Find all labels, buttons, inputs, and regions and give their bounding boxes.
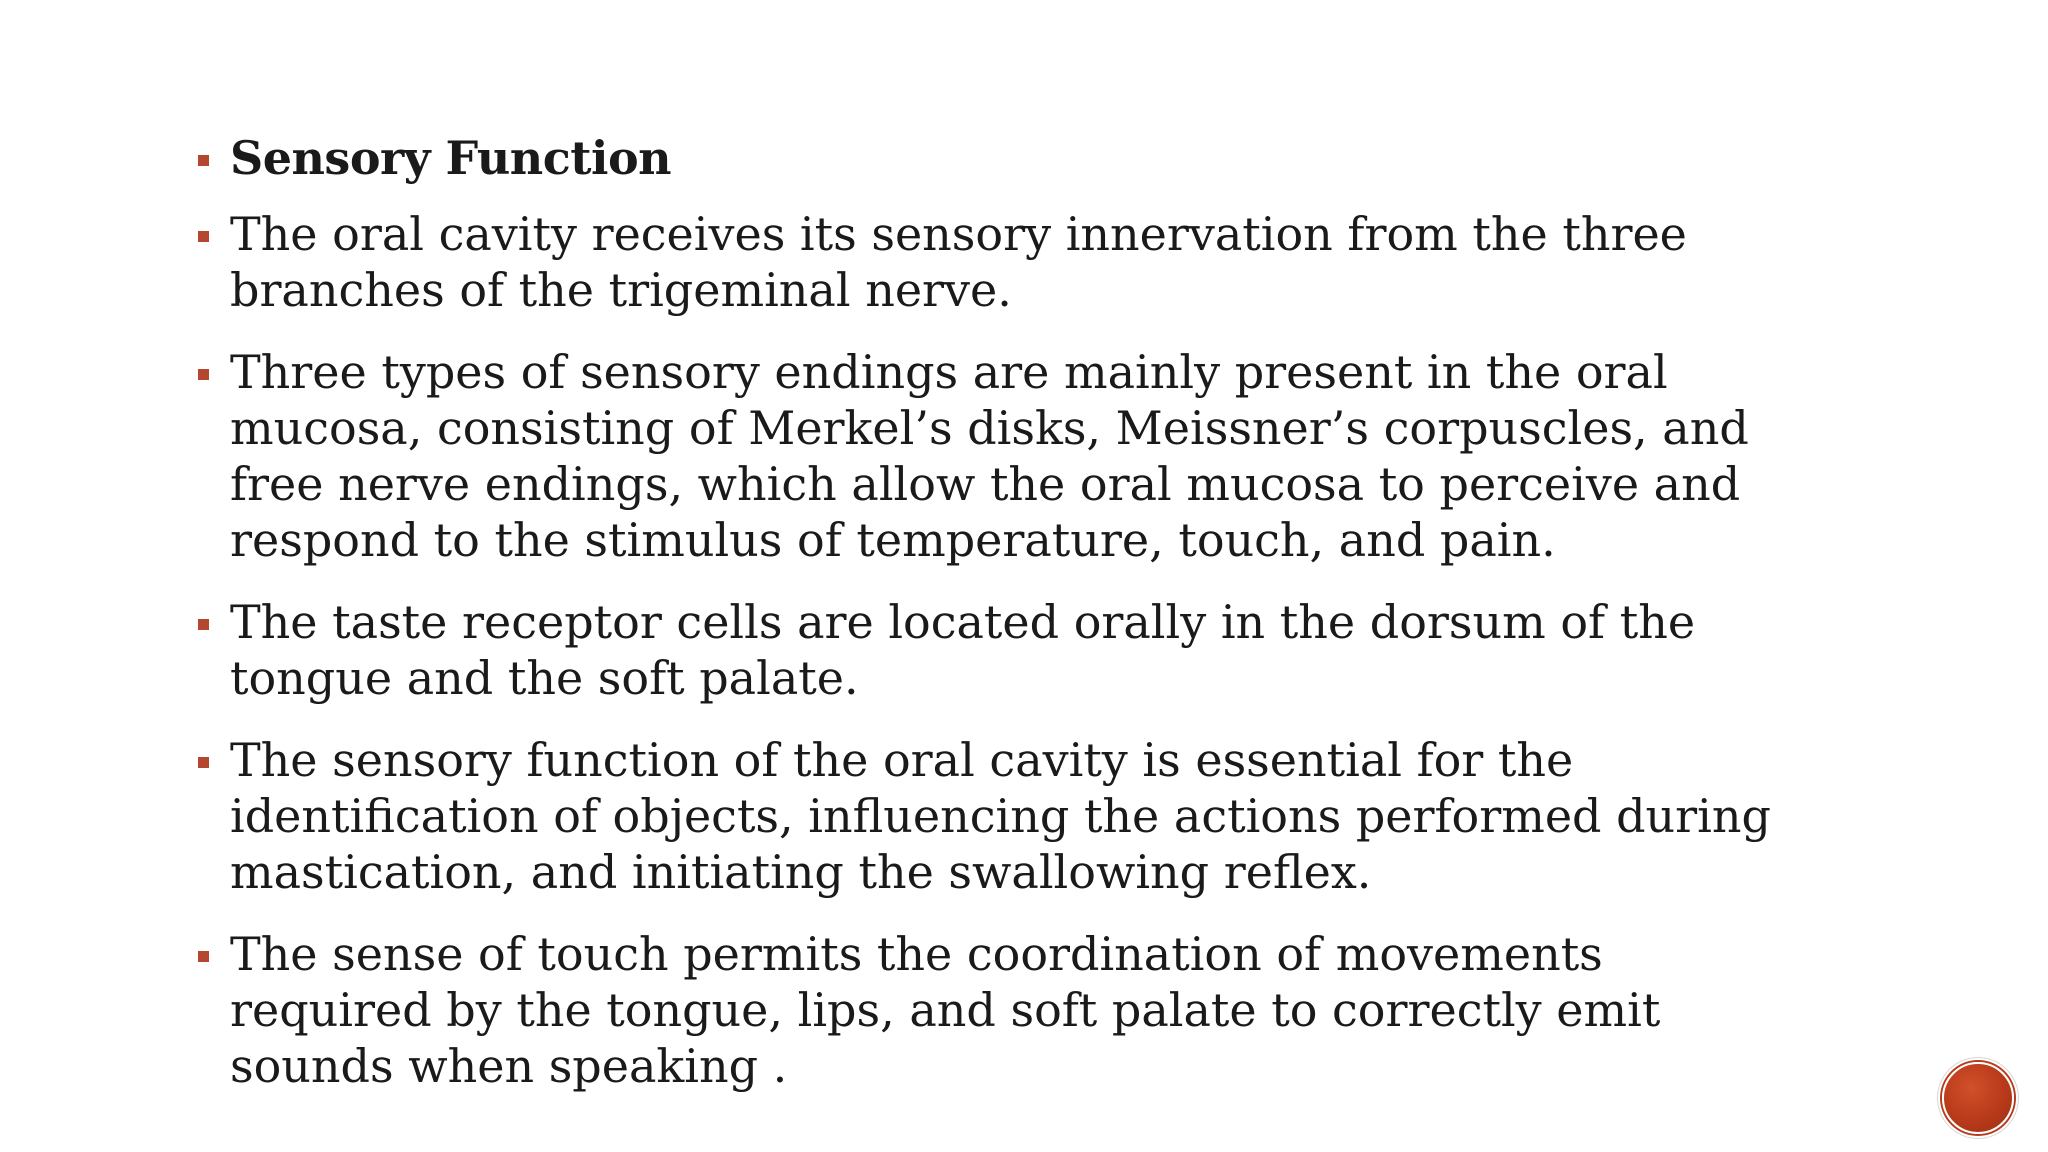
bullet-item (196, 594, 1816, 706)
bullet-text: Three types of sensory endings are mainly present in the oral mucosa, consisting of Merkel’s disks, Meissner’s corpuscles, and free nerve endings, which allow the oral mucosa to perceive and respond to the stimulus of temperature, touch, and pain. (230, 345, 1749, 567)
bullet-text: The taste receptor cells are located orally in the dorsum of the tongue and the soft palate. (230, 595, 1696, 705)
bullet-item-heading (196, 130, 1816, 186)
square-bullet-icon (198, 369, 209, 380)
bullet-item (196, 344, 1816, 568)
bullet-item (196, 206, 1816, 318)
red-circle-icon (1942, 1062, 2014, 1134)
bullet-text: The sense of touch permits the coordination of movements required by the tongue, lips, and soft palate to correctly emit sounds when speaking . (230, 927, 1661, 1093)
bullet-item (196, 926, 1816, 1094)
section-heading: Sensory Function (230, 131, 672, 185)
bullet-text: The sensory function of the oral cavity is essential for the identification of objects, influencing the actions performed during mastication, and initiating the swallowing reflex. (230, 733, 1771, 899)
square-bullet-icon (198, 231, 209, 242)
square-bullet-icon (198, 155, 209, 166)
square-bullet-icon (198, 757, 209, 768)
square-bullet-icon (198, 951, 209, 962)
square-bullet-icon (198, 619, 209, 630)
bullet-text: The oral cavity receives its sensory innervation from the three branches of the trigeminal nerve. (230, 207, 1687, 317)
bullet-list (196, 130, 1816, 1120)
bullet-item (196, 732, 1816, 900)
slide-number-badge (1938, 1058, 2018, 1138)
